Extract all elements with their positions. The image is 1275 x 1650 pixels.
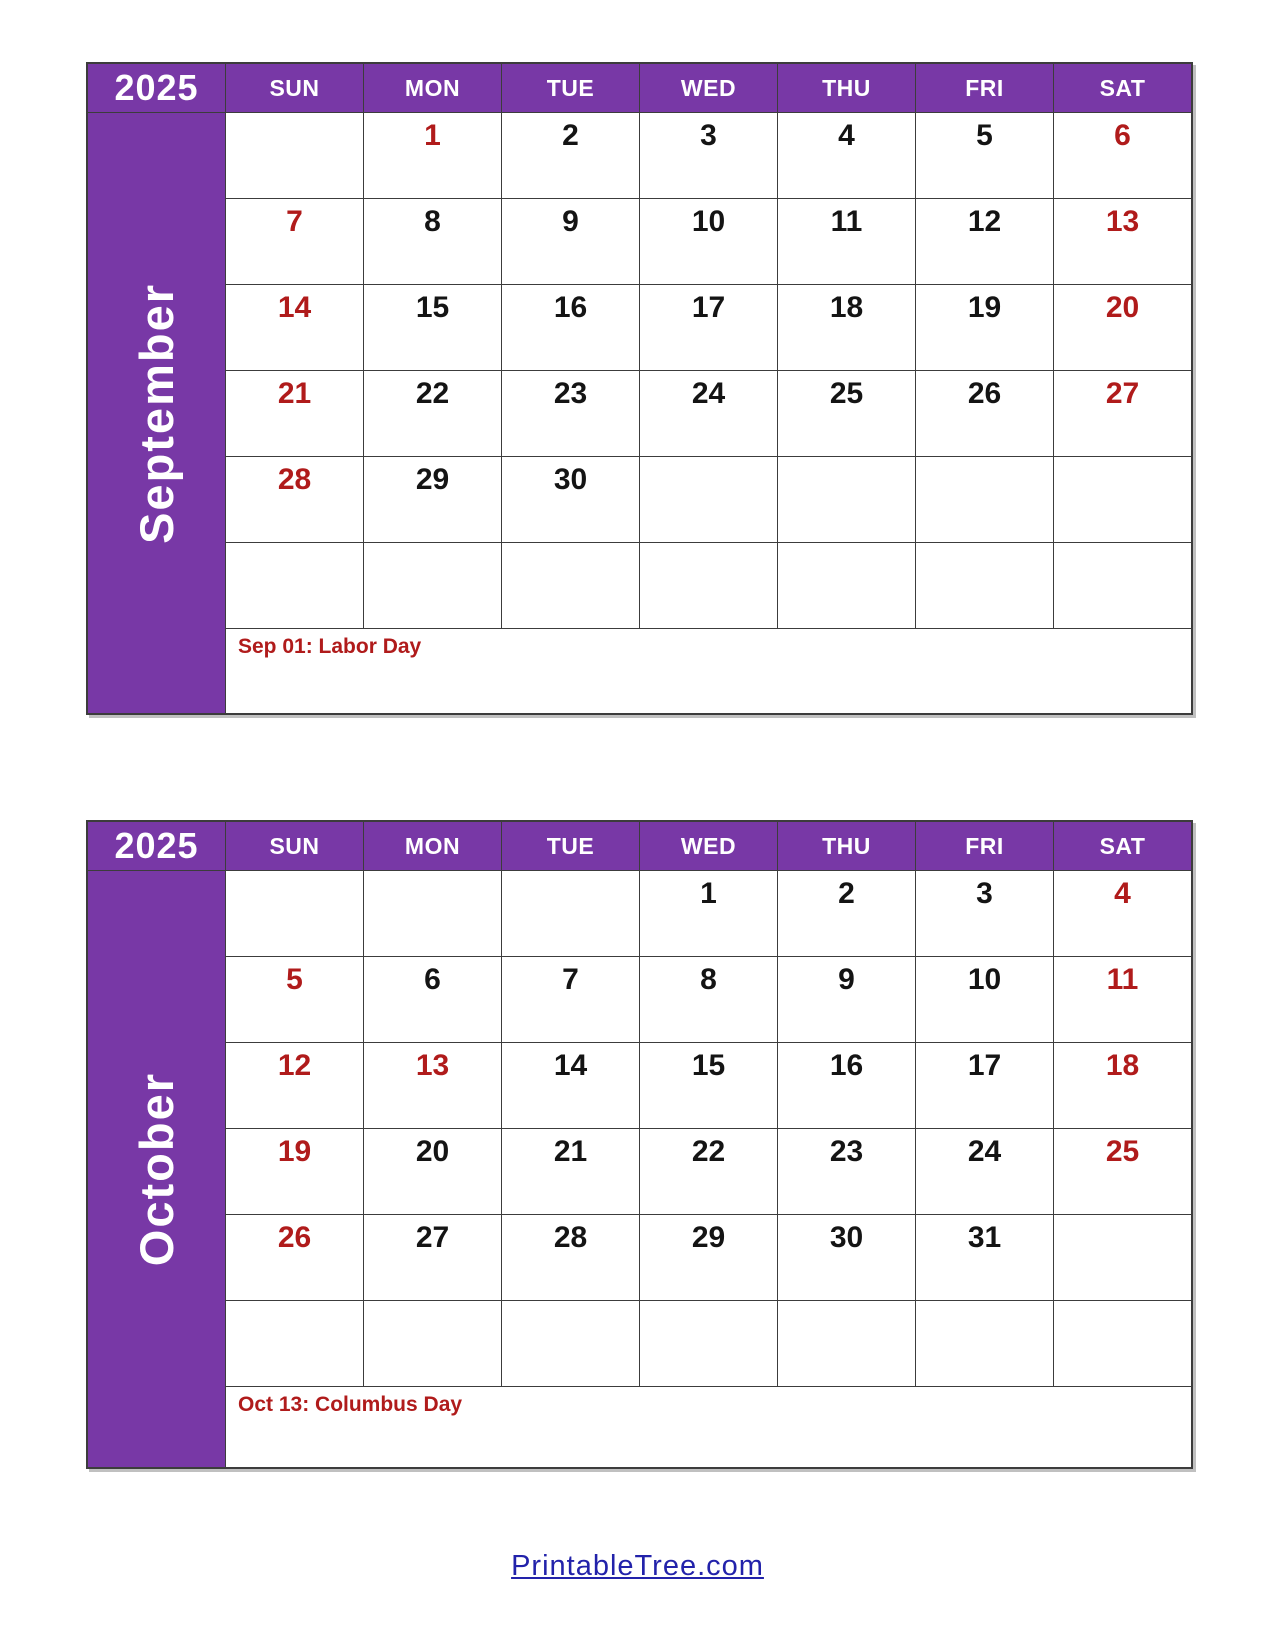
calendar-september <box>86 62 1193 715</box>
day-cell <box>916 285 1053 370</box>
day-number: 20 <box>415 1135 450 1168</box>
day-number: 7 <box>562 963 579 996</box>
day-cell <box>640 1129 777 1214</box>
day-number: 10 <box>691 205 726 238</box>
day-cell <box>1054 543 1191 628</box>
day-number: 21 <box>277 377 312 410</box>
day-number: 6 <box>424 963 441 996</box>
day-cell <box>778 957 915 1042</box>
day-number: 6 <box>1114 119 1131 152</box>
day-cell <box>226 457 363 542</box>
day-number: 8 <box>700 963 717 996</box>
day-number: 4 <box>838 119 855 152</box>
day-number: 1 <box>700 877 717 910</box>
footer <box>0 1550 1275 1583</box>
day-cell <box>1054 1215 1191 1300</box>
day-cell <box>1054 371 1191 456</box>
day-cell <box>364 1301 501 1386</box>
weekday-header-sun: SUN <box>226 822 363 870</box>
day-cell <box>226 1129 363 1214</box>
day-cell <box>1054 199 1191 284</box>
day-cell <box>916 371 1053 456</box>
day-cell <box>502 1301 639 1386</box>
day-cell <box>1054 1043 1191 1128</box>
day-cell <box>640 457 777 542</box>
day-number: 25 <box>1105 1135 1140 1168</box>
day-cell <box>640 113 777 198</box>
day-cell <box>778 1129 915 1214</box>
day-cell <box>364 199 501 284</box>
day-cell <box>226 957 363 1042</box>
weekday-header-wed: WED <box>640 822 777 870</box>
day-number: 30 <box>829 1221 864 1254</box>
day-cell <box>778 371 915 456</box>
day-cell <box>1054 1129 1191 1214</box>
day-cell <box>502 1215 639 1300</box>
month-sidebar <box>88 871 225 1467</box>
day-cell <box>502 1043 639 1128</box>
day-cell <box>226 285 363 370</box>
day-cell <box>916 113 1053 198</box>
day-cell <box>364 113 501 198</box>
day-number: 15 <box>691 1049 726 1082</box>
calendar-october <box>86 820 1193 1469</box>
day-cell <box>502 957 639 1042</box>
weekday-header-mon: MON <box>364 822 501 870</box>
day-cell <box>364 285 501 370</box>
weekday-header-fri: FRI <box>916 64 1053 112</box>
day-cell <box>364 1043 501 1128</box>
day-number: 25 <box>829 377 864 410</box>
day-cell <box>640 1301 777 1386</box>
day-number: 5 <box>976 119 993 152</box>
month-sidebar <box>88 113 225 713</box>
day-cell <box>1054 285 1191 370</box>
day-cell <box>640 957 777 1042</box>
day-number: 3 <box>700 119 717 152</box>
day-cell <box>502 871 639 956</box>
weekday-header-mon: MON <box>364 64 501 112</box>
day-number: 22 <box>415 377 450 410</box>
weekday-header-sat: SAT <box>1054 64 1191 112</box>
day-cell <box>640 199 777 284</box>
holiday-note: Oct 13: Columbus Day <box>226 1387 1191 1467</box>
day-number: 27 <box>1105 377 1140 410</box>
day-cell <box>502 371 639 456</box>
day-number: 23 <box>553 377 588 410</box>
day-cell <box>778 285 915 370</box>
day-number: 16 <box>553 291 588 324</box>
day-cell <box>226 199 363 284</box>
day-cell <box>502 1129 639 1214</box>
day-cell <box>640 1043 777 1128</box>
day-number: 24 <box>967 1135 1002 1168</box>
day-cell <box>778 113 915 198</box>
day-number: 28 <box>277 463 312 496</box>
day-cell <box>640 1215 777 1300</box>
day-cell <box>364 1129 501 1214</box>
day-number: 10 <box>967 963 1002 996</box>
year-label: 2025 <box>88 822 225 870</box>
weekday-header-sun: SUN <box>226 64 363 112</box>
day-number: 30 <box>553 463 588 496</box>
day-cell <box>226 1215 363 1300</box>
day-number: 29 <box>691 1221 726 1254</box>
year-label: 2025 <box>88 64 225 112</box>
day-number: 5 <box>286 963 303 996</box>
day-number: 13 <box>1105 205 1140 238</box>
day-number: 24 <box>691 377 726 410</box>
day-number: 13 <box>415 1049 450 1082</box>
day-cell <box>916 1301 1053 1386</box>
day-cell <box>364 543 501 628</box>
weekday-header-sat: SAT <box>1054 822 1191 870</box>
day-number: 26 <box>277 1221 312 1254</box>
day-number: 4 <box>1114 877 1131 910</box>
day-number: 16 <box>829 1049 864 1082</box>
day-number: 14 <box>553 1049 588 1082</box>
day-number: 14 <box>277 291 312 324</box>
day-number: 19 <box>277 1135 312 1168</box>
day-cell <box>364 371 501 456</box>
day-cell <box>1054 1301 1191 1386</box>
day-cell <box>502 543 639 628</box>
month-label: October <box>130 1071 183 1267</box>
day-number: 29 <box>415 463 450 496</box>
weekday-header-wed: WED <box>640 64 777 112</box>
day-cell <box>502 457 639 542</box>
day-number: 2 <box>562 119 579 152</box>
day-cell <box>778 543 915 628</box>
day-cell <box>364 1215 501 1300</box>
day-number: 22 <box>691 1135 726 1168</box>
weekday-header-tue: TUE <box>502 822 639 870</box>
holiday-note: Sep 01: Labor Day <box>226 629 1191 713</box>
day-cell <box>364 457 501 542</box>
day-number: 28 <box>553 1221 588 1254</box>
day-number: 23 <box>829 1135 864 1168</box>
day-number: 9 <box>838 963 855 996</box>
day-cell <box>778 1043 915 1128</box>
month-label: September <box>130 282 183 544</box>
day-number: 12 <box>967 205 1002 238</box>
day-cell <box>778 199 915 284</box>
day-cell <box>916 871 1053 956</box>
day-number: 1 <box>424 119 441 152</box>
day-number: 9 <box>562 205 579 238</box>
day-cell <box>1054 457 1191 542</box>
day-cell <box>778 1215 915 1300</box>
day-cell <box>364 957 501 1042</box>
day-number: 21 <box>553 1135 588 1168</box>
day-cell <box>778 1301 915 1386</box>
day-cell <box>1054 113 1191 198</box>
day-number: 27 <box>415 1221 450 1254</box>
day-number: 11 <box>830 205 863 238</box>
weekday-header-thu: THU <box>778 822 915 870</box>
day-cell <box>640 285 777 370</box>
weekday-header-fri: FRI <box>916 822 1053 870</box>
day-number: 19 <box>967 291 1002 324</box>
weekday-header-tue: TUE <box>502 64 639 112</box>
day-number: 7 <box>286 205 303 238</box>
day-cell <box>916 1215 1053 1300</box>
day-cell <box>916 199 1053 284</box>
day-cell <box>1054 957 1191 1042</box>
day-number: 2 <box>838 877 855 910</box>
day-cell <box>640 871 777 956</box>
day-cell <box>916 957 1053 1042</box>
day-cell <box>226 113 363 198</box>
day-number: 8 <box>424 205 441 238</box>
day-number: 3 <box>976 877 993 910</box>
day-number: 20 <box>1105 291 1140 324</box>
day-number: 17 <box>691 291 726 324</box>
day-cell <box>226 1301 363 1386</box>
day-cell <box>226 543 363 628</box>
day-number: 26 <box>967 377 1002 410</box>
day-cell <box>916 1129 1053 1214</box>
day-cell <box>640 543 777 628</box>
day-cell <box>226 871 363 956</box>
day-cell <box>1054 871 1191 956</box>
day-number: 18 <box>1105 1049 1140 1082</box>
day-cell <box>778 871 915 956</box>
day-cell <box>364 871 501 956</box>
day-cell <box>502 113 639 198</box>
day-cell <box>502 199 639 284</box>
weekday-header-thu: THU <box>778 64 915 112</box>
day-cell <box>778 457 915 542</box>
day-number: 18 <box>829 291 864 324</box>
day-number: 31 <box>967 1221 1002 1254</box>
day-cell <box>916 457 1053 542</box>
day-number: 17 <box>967 1049 1002 1082</box>
day-cell <box>916 543 1053 628</box>
day-cell <box>226 371 363 456</box>
day-cell <box>226 1043 363 1128</box>
day-number: 15 <box>415 291 450 324</box>
day-number: 11 <box>1106 963 1139 996</box>
day-cell <box>502 285 639 370</box>
day-number: 12 <box>277 1049 312 1082</box>
footer-link[interactable]: PrintableTree.com <box>511 1550 764 1582</box>
day-cell <box>916 1043 1053 1128</box>
day-cell <box>640 371 777 456</box>
